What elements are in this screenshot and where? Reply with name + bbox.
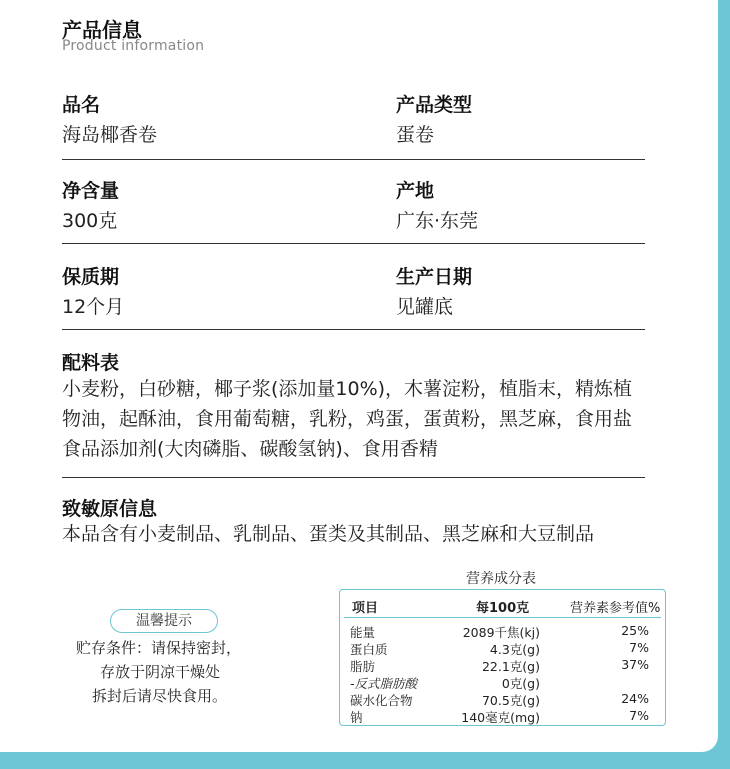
nutrition-row-item: 碳水化合物 [350, 693, 413, 708]
nutrition-table [339, 589, 666, 726]
allergen-text: 本品含有小麦制品、乳制品、蛋类及其制品、黑芝麻和大豆制品 [62, 523, 595, 545]
nutrition-row-item: -反式脂肪酸 [350, 676, 418, 691]
field-label-origin: 产地 [396, 180, 435, 202]
field-label-shelf-life: 保质期 [62, 266, 120, 288]
divider [62, 243, 645, 244]
nutrition-row-item: 能量 [350, 625, 376, 640]
allergen-label: 致敏原信息 [62, 498, 158, 520]
ingredients-line: 食品添加剂(大肉磷脂、碳酸氢钠)、食用香精 [62, 438, 438, 460]
tips-line: 存放于阴凉干燥处 [100, 663, 221, 681]
nutrition-row-nrv: 24% [621, 691, 649, 706]
nutrition-row-per100: 22.1克(g) [481, 659, 540, 674]
nutrition-row-nrv: 7% [629, 640, 649, 655]
nutrition-row-item: 钠 [350, 710, 363, 725]
nutrition-row-per100: 0克(g) [501, 676, 540, 691]
ingredients-text [62, 374, 712, 464]
nutrition-row-nrv: 25% [621, 623, 649, 638]
nutrition-row-item: 蛋白质 [350, 642, 388, 657]
field-label-name: 品名 [62, 94, 101, 116]
nutrition-row-per100: 70.5克(g) [481, 693, 540, 708]
nutrition-row-per100: 4.3克(g) [489, 642, 540, 657]
section-title: 产品信息 [62, 18, 142, 42]
field-label-type: 产品类型 [396, 94, 473, 116]
field-value-net-content: 300克 [62, 210, 118, 232]
field-value-type: 蛋卷 [396, 124, 435, 146]
nutrition-header-per100: 每100克 [476, 601, 530, 616]
field-value-origin: 广东·东莞 [396, 210, 479, 232]
nutrition-row-per100: 140毫克(mg) [461, 710, 540, 725]
nutrition-header-nrv: 营养素参考值% [570, 601, 661, 616]
ingredients-line: 物油，起酥油，食用葡萄糖，乳粉，鸡蛋，蛋黄粉，黑芝麻，食用盐 [62, 408, 633, 430]
field-label-production-date: 生产日期 [396, 266, 473, 288]
tips-badge: 温馨提示 [110, 609, 218, 633]
divider [62, 159, 645, 160]
field-label-net-content: 净含量 [62, 180, 120, 202]
nutrition-row-nrv: 7% [629, 708, 649, 723]
field-value-production-date: 见罐底 [396, 296, 454, 318]
field-value-name: 海岛椰香卷 [62, 124, 158, 146]
field-value-shelf-life: 12个月 [62, 296, 125, 318]
ingredients-line: 小麦粉，白砂糖，椰子浆(添加量10%)，木薯淀粉，植脂末，精炼植 [62, 378, 633, 400]
section-subtitle: Product information [62, 38, 205, 54]
ingredients-label: 配料表 [62, 352, 120, 374]
divider [62, 329, 645, 330]
nutrition-title: 营养成分表 [466, 571, 536, 587]
tips-line: 拆封后请尽快食用。 [92, 687, 228, 705]
nutrition-header-item: 项目 [352, 601, 379, 616]
tips-line: 贮存条件：请保持密封， [76, 639, 242, 657]
nutrition-row-nrv: 37% [621, 657, 649, 672]
nutrition-row-item: 脂肪 [350, 659, 376, 674]
divider [62, 477, 645, 478]
nutrition-header-divider [344, 617, 661, 618]
nutrition-row-per100: 2089千焦(kj) [462, 625, 540, 640]
